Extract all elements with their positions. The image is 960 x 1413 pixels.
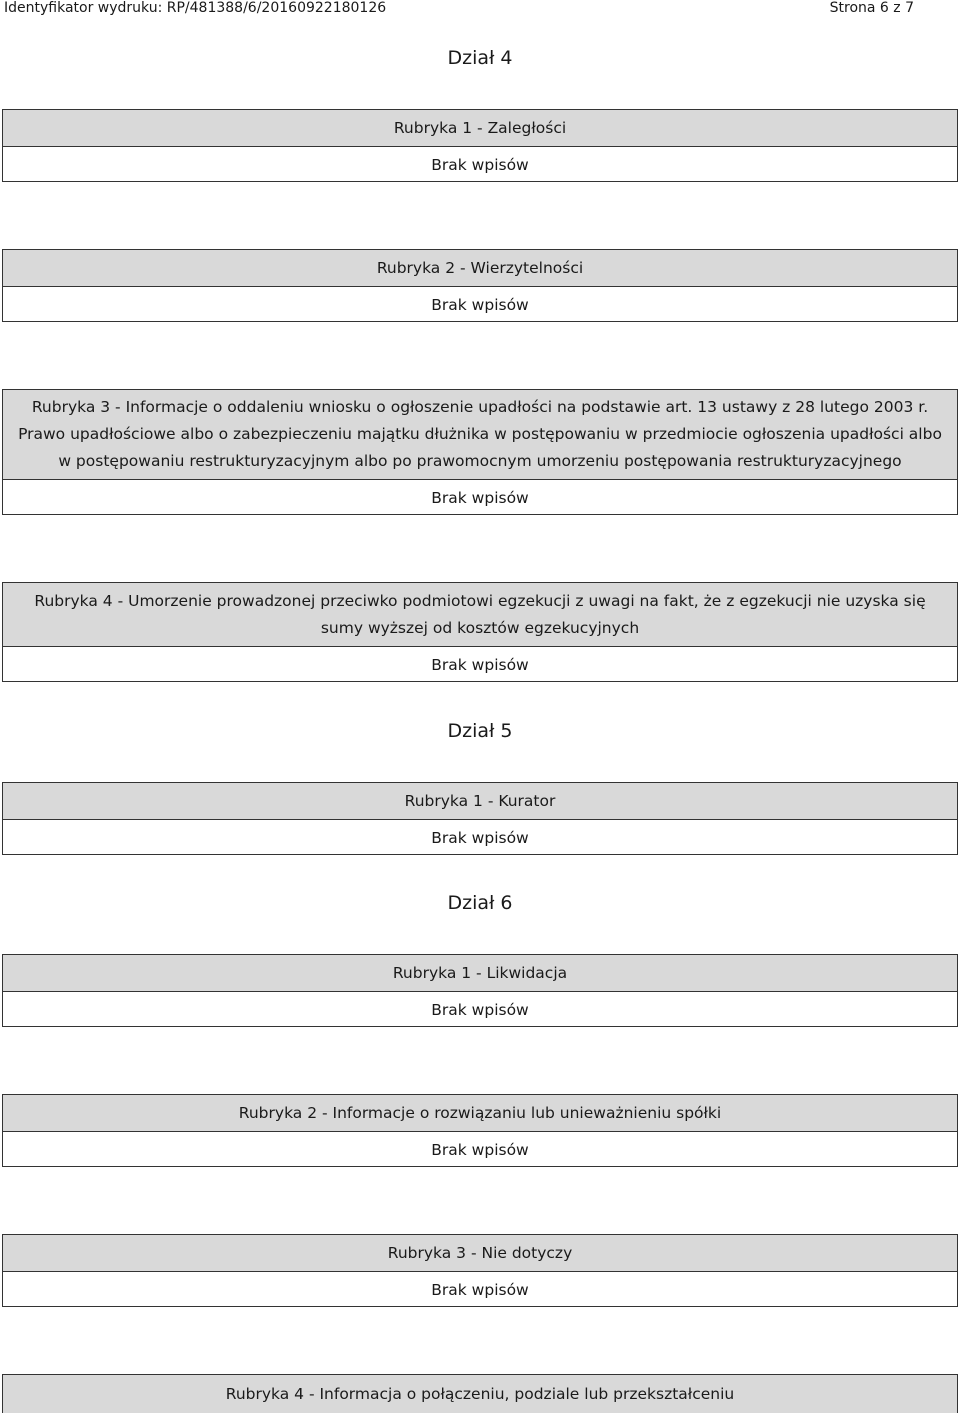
rubric-box xyxy=(2,1094,958,1167)
rubric-value: Brak wpisów xyxy=(431,828,529,847)
rubric-title: Rubryka 1 - Zaległości xyxy=(3,110,957,147)
rubric-title: Rubryka 2 - Informacje o rozwiązaniu lub unieważnieniu spółki xyxy=(3,1095,957,1132)
print-header xyxy=(4,0,914,18)
rubric-box xyxy=(2,389,958,515)
rubric-value: Brak wpisów xyxy=(431,1280,529,1299)
rubric-box xyxy=(2,1374,958,1413)
rubric-title: Rubryka 3 - Nie dotyczy xyxy=(3,1235,957,1272)
rubric-value: Brak wpisów xyxy=(431,1000,529,1019)
section-heading: Dział 6 xyxy=(447,892,513,914)
rubric-title: Rubryka 4 - Umorzenie prowadzonej przeciwko podmiotowi egzekucji z uwagi na fakt, że z egzekucji nie uzyska się sumy wyższej od kosztów egzekucyjnych xyxy=(3,583,957,647)
section-heading: Dział 5 xyxy=(447,720,513,742)
rubric-value: Brak wpisów xyxy=(431,655,529,674)
rubric-title: Rubryka 1 - Kurator xyxy=(3,783,957,820)
rubric-box xyxy=(2,782,958,855)
section-heading: Dział 4 xyxy=(447,47,513,69)
rubric-title: Rubryka 3 - Informacje o oddaleniu wniosku o ogłoszenie upadłości na podstawie art. 13 ustawy z 28 lutego 2003 r. Prawo upadłościowe albo o zabezpieczeniu majątku dłużnika w postępowaniu w przedmiocie ogłoszenia upadłości albo w postępowaniu restrukturyzacyjnym albo po prawomocnym umorzeniu postępowania restrukturyzacyjnego xyxy=(3,390,957,480)
rubric-box xyxy=(2,954,958,1027)
rubric-value: Brak wpisów xyxy=(431,488,529,507)
rubric-box xyxy=(2,582,958,682)
rubric-value: Brak wpisów xyxy=(431,295,529,314)
rubric-box xyxy=(2,249,958,322)
print-identifier: Identyfikator wydruku: RP/481388/6/20160922180126 xyxy=(4,0,387,16)
rubric-value: Brak wpisów xyxy=(431,1140,529,1159)
rubric-value: Brak wpisów xyxy=(431,155,529,174)
page-number: Strona 6 z 7 xyxy=(829,0,914,16)
rubric-box xyxy=(2,109,958,182)
rubric-title: Rubryka 4 - Informacja o połączeniu, podziale lub przekształceniu xyxy=(3,1375,957,1413)
rubric-title: Rubryka 2 - Wierzytelności xyxy=(3,250,957,287)
rubric-box xyxy=(2,1234,958,1307)
rubric-title: Rubryka 1 - Likwidacja xyxy=(3,955,957,992)
